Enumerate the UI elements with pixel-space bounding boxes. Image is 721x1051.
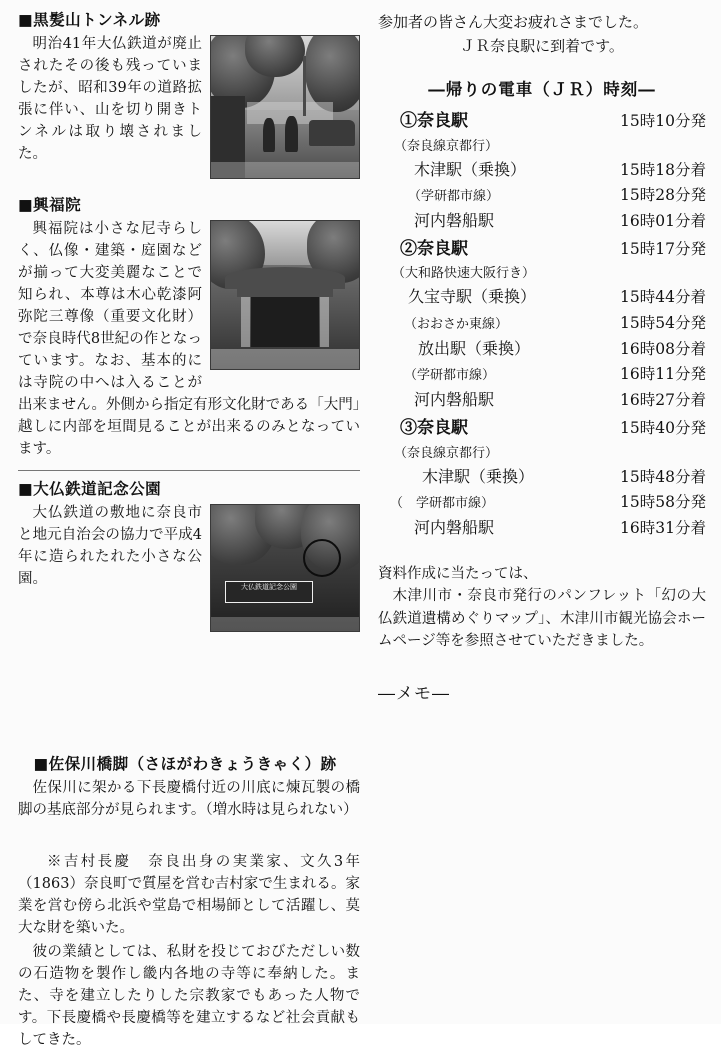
station-name: 河内磐船駅	[414, 210, 495, 230]
station-name: ②奈良駅	[400, 238, 468, 259]
schedule-row	[378, 183, 706, 208]
station-time: 15時28分発	[620, 185, 706, 204]
line-name: （大和路快速大阪行き）	[392, 266, 536, 282]
line-name: （ 学研都市線）	[390, 495, 495, 511]
station-name: ①奈良駅	[400, 111, 468, 131]
schedule-row	[378, 362, 706, 387]
section-kurokamiyama	[18, 10, 360, 183]
station-time: 16時01分着	[620, 211, 706, 230]
station-name: 河内磐船駅	[414, 389, 495, 409]
line-name: （奈良線京都行）	[394, 138, 499, 154]
station-name: 木津駅（乗換）	[422, 466, 535, 486]
monument-wheel-icon	[303, 539, 341, 577]
section-sahogawa	[18, 754, 360, 821]
schedule-row	[378, 336, 706, 362]
schedule-row	[378, 136, 706, 157]
station-time: 16時11分発	[620, 364, 706, 383]
schedule-row	[378, 515, 706, 541]
source-note-line-2: 木津川市・奈良市発行のパンフレット「幻の大仏鉄道遺構めぐりマップ」、木津川市観光協会ホームページ等を参照させていただきました。	[378, 588, 706, 650]
schedule-row	[378, 108, 706, 136]
section-heading: ■黒髪山トンネル跡	[18, 10, 161, 29]
line-name: （奈良線京都行）	[394, 445, 499, 461]
section-divider	[18, 470, 360, 471]
station-time: 16時27分着	[620, 390, 706, 409]
station-name: 木津駅（乗換）	[414, 159, 527, 179]
schedule-row	[378, 157, 706, 183]
station-time: 16時08分着	[620, 339, 706, 358]
section-body: 佐保川に架かる下長慶橋付近の川底に煉瓦製の橋脚の基底部分が見られます。（増水時は見られない）	[18, 780, 360, 819]
station-time: 16時31分着	[620, 518, 706, 537]
section-heading: ■大仏鉄道記念公園	[18, 479, 162, 499]
left-column	[18, 10, 360, 1051]
schedule-row	[378, 443, 706, 464]
intro-line-2: ＪＲ奈良駅に到着です。	[460, 37, 624, 55]
station-time	[590, 263, 706, 284]
station-time: 15時18分着	[620, 160, 706, 179]
station-time: 15時54分発	[620, 313, 706, 332]
footnote-paragraph-1: ※吉村長慶 奈良出身の実業家、文久3年（1863）奈良町で質屋を営む吉村家で生まれる。家業を営む傍ら北浜や堂島で相場師として活躍し、莫大な財を築いた。	[18, 854, 360, 937]
station-name: 久宝寺駅（乗換）	[408, 287, 537, 307]
source-note-line-1: 資料作成に当たっては、	[378, 565, 538, 582]
kurokamiyama-tunnel-photo	[210, 35, 360, 179]
schedule-row	[378, 387, 706, 413]
schedule-group-2	[378, 236, 706, 413]
schedule-row	[378, 415, 706, 443]
station-time: 15時58分発	[620, 492, 706, 511]
footnote-paragraph-2: 彼の業績としては、私財を投じておびただしい数の石造物を製作し畿内各地の寺等に奉納した。また、寺を建立したりした宗教家でもあった人物です。下長慶橋や長慶橋等を建立するなど社会貢献もしてきた。	[18, 944, 360, 1049]
section-body: 興福院は小さな尼寺らしく、仏像・建築・庭園などが揃って大変美麗なことで知られ、本尊は木心乾漆阿弥陀三尊像（重要文化財）で奈良時代8世紀の作となっています。なお、基本的には寺院の中へは入ることが出来ません。外側から指定有形文化財である「大門」越しに内部を垣間見ることが出来るのみとなっています。	[18, 220, 360, 458]
station-name: 放出駅（乗換）	[418, 338, 531, 358]
station-time: 15時40分発	[620, 419, 706, 438]
station-name: 河内磐船駅	[414, 517, 495, 537]
station-time: 15時17分発	[620, 239, 706, 258]
station-time: 15時10分発	[620, 112, 706, 130]
station-name: ③奈良駅	[400, 418, 468, 439]
section-heading: ■佐保川橋脚（さほがわきょうきゃく）跡	[33, 754, 337, 774]
station-time: 15時48分着	[620, 467, 706, 486]
schedule-row	[378, 464, 706, 490]
schedule-group-3	[378, 415, 706, 541]
right-column	[378, 10, 706, 704]
section-daibutsu-park	[18, 479, 360, 636]
schedule-row	[378, 263, 706, 284]
schedule-row	[378, 208, 706, 234]
source-note	[378, 563, 706, 653]
schedule-title: ―帰りの電車（ＪＲ）時刻―	[428, 80, 656, 99]
station-time	[586, 136, 707, 157]
schedule-row	[378, 311, 706, 336]
line-name: （学研都市線）	[408, 188, 500, 204]
schedule-row	[378, 284, 706, 310]
station-time	[589, 443, 706, 464]
line-name: （学研都市線）	[404, 367, 496, 383]
footnote-yoshimura	[18, 851, 360, 1051]
schedule-group-1	[378, 108, 706, 234]
schedule-row	[378, 236, 706, 264]
line-name: （おおさか東線）	[404, 316, 509, 332]
section-body: 明治41年大仏鉄道が廃止されたその後も残っていましたが、昭和39年の道路拡張に伴い、山を切り開きトンネルは取り壊されました。	[18, 35, 202, 163]
konbuin-gate-photo	[210, 220, 360, 370]
memo-label: ―メモ―	[378, 683, 450, 704]
section-heading: ■興福院	[18, 194, 82, 214]
station-time: 15時44分着	[620, 288, 706, 307]
section-konbuin	[18, 195, 360, 460]
intro-line-1: 参加者の皆さん大変お疲れさまでした。	[378, 13, 649, 31]
schedule-row	[378, 490, 706, 515]
section-body: 大仏鉄道の敷地に奈良市と地元自治会の協力で平成4年に造られたれた小さな公園。	[18, 505, 202, 588]
park-sign: 大仏鉄道記念公園	[225, 581, 313, 603]
daibutsu-railway-park-photo	[210, 504, 360, 632]
